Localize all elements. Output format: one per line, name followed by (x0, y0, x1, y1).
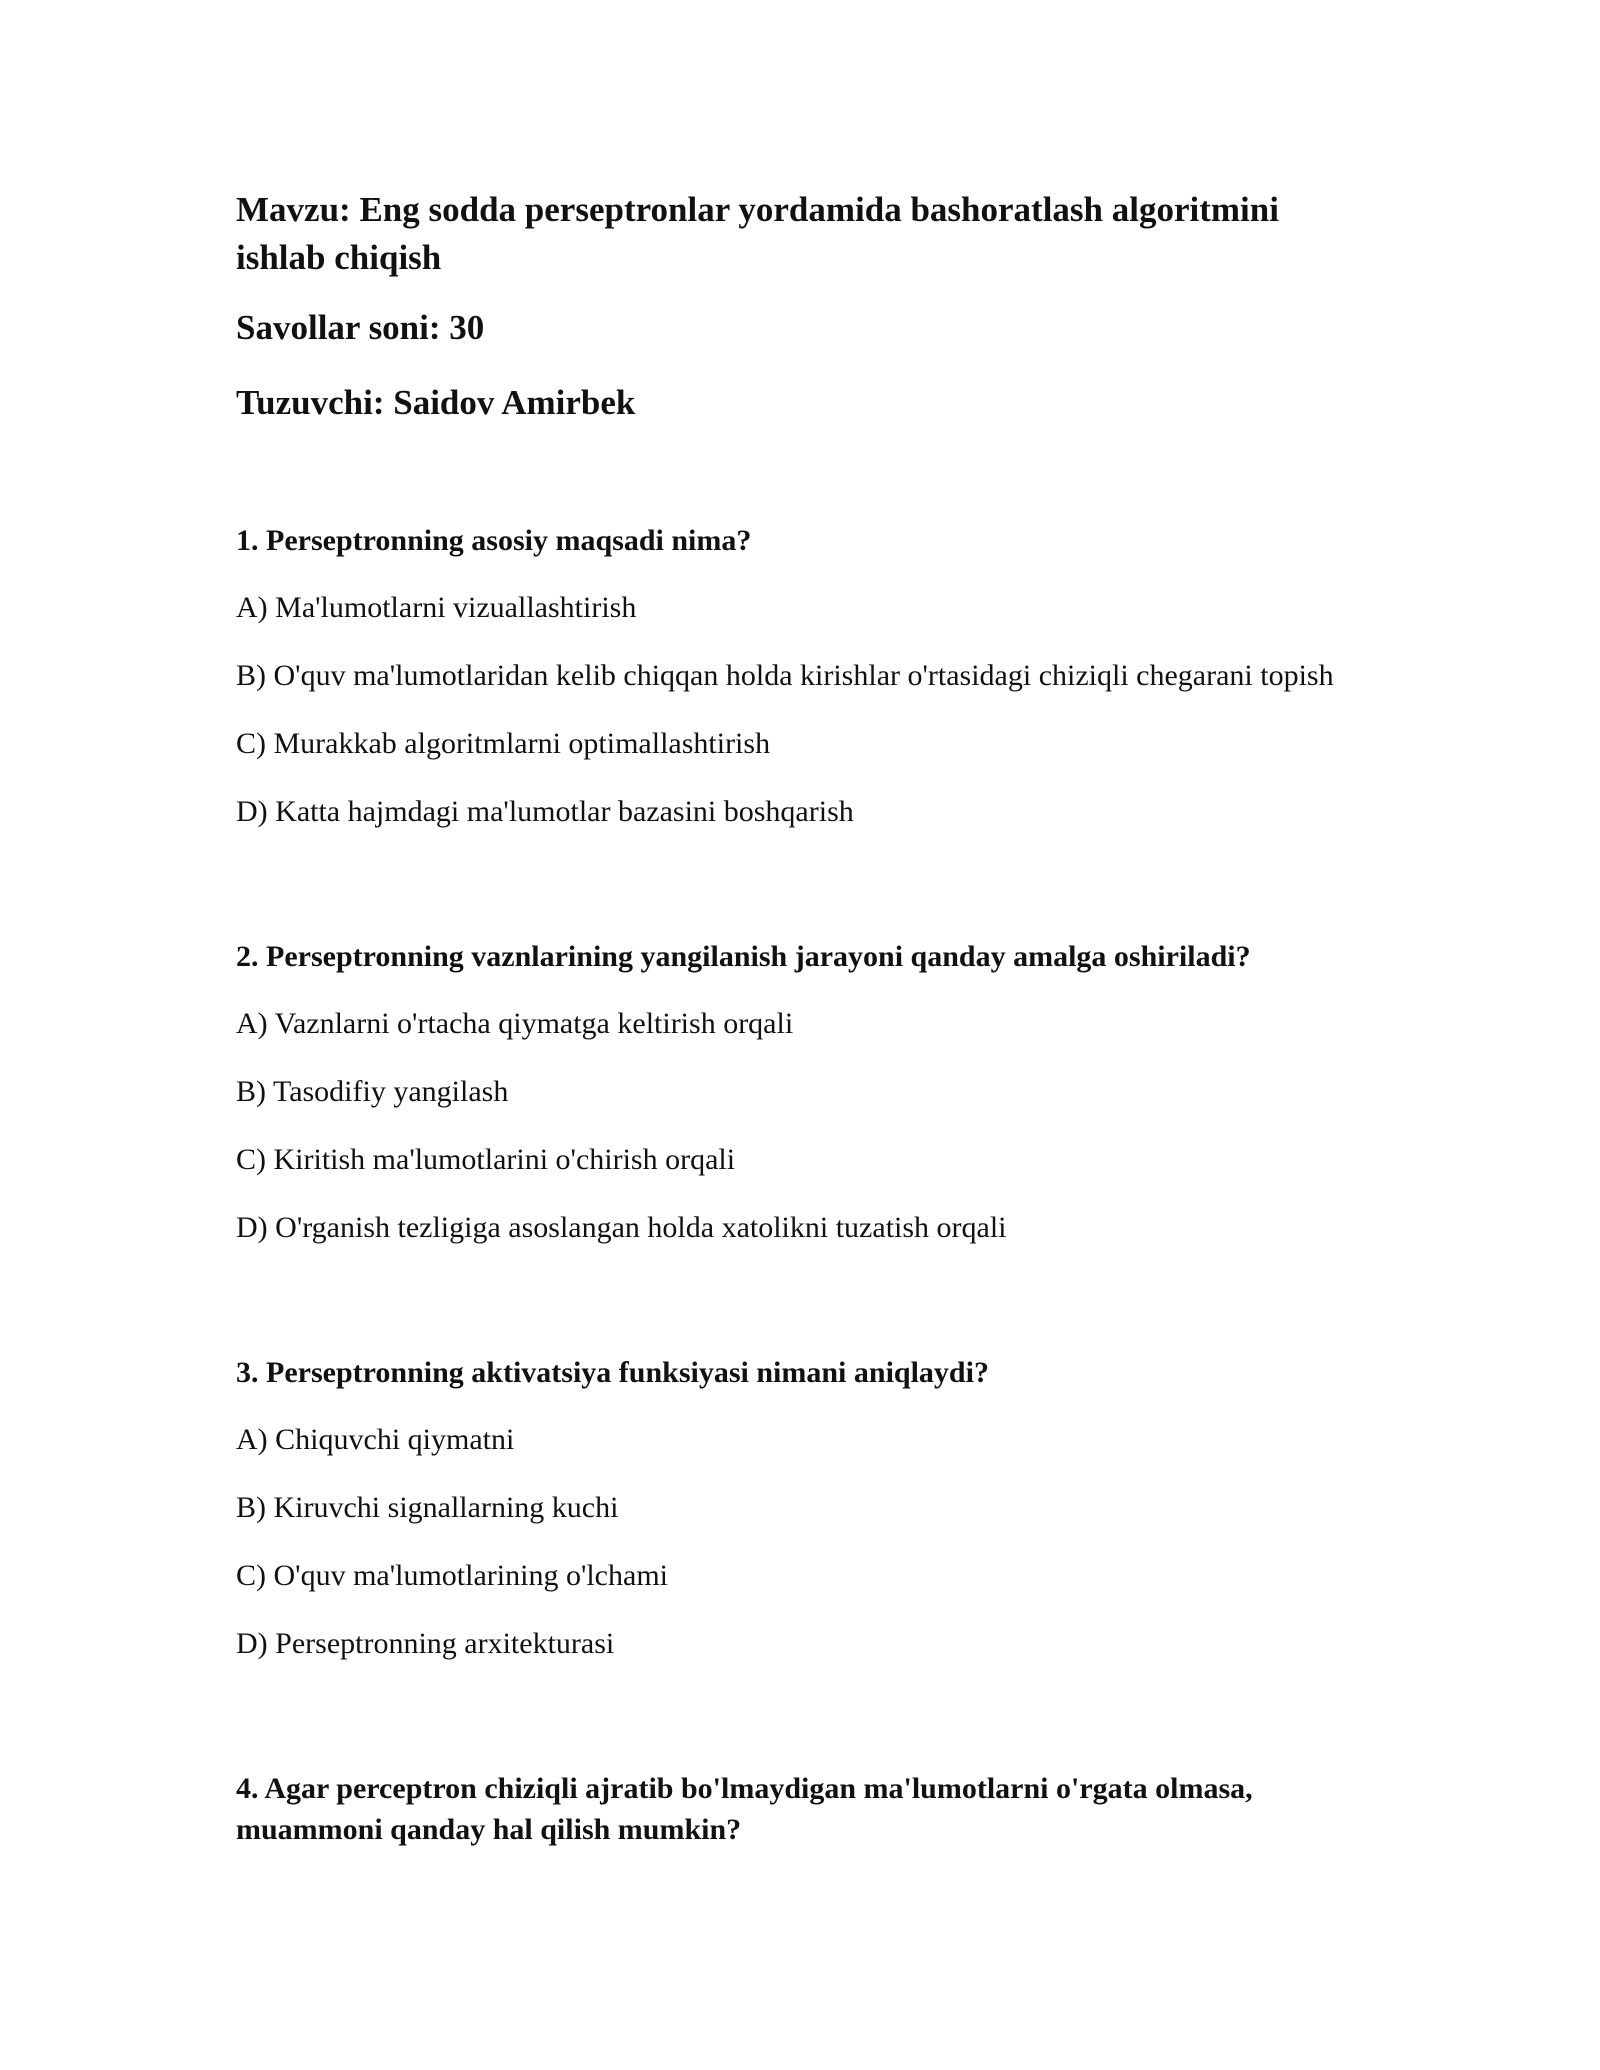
question-text: 1. Perseptronning asosiy maqsadi nima? (236, 524, 752, 557)
answer-option: C) Murakkab algoritmlarni optimallashtirish (236, 727, 771, 760)
answer-option: B) Tasodifiy yangilash (236, 1075, 509, 1108)
spacer (236, 859, 1376, 936)
answer-option: D) O'rganish tezligiga asoslangan holda xatolikni tuzatish orqali (236, 1211, 1007, 1244)
question-block (236, 520, 1376, 832)
answer-option: D) Katta hajmdagi ma'lumotlar bazasini boshqarish (236, 795, 854, 828)
answer-option: A) Ma'lumotlarni vizuallashtirish (236, 591, 637, 624)
question-block (236, 936, 1376, 1248)
author-line: Tuzuvchi: Saidov Amirbek (236, 383, 636, 422)
answer-option: B) O'quv ma'lumotlaridan kelib chiqqan holda kirishlar o'rtasidagi chiziqli chegarani topish (236, 659, 1334, 692)
answer-option: A) Vaznlarni o'rtacha qiymatga keltirish orqali (236, 1007, 794, 1040)
question-text: 2. Perseptronning vaznlarining yangilanish jarayoni qanday amalga oshiriladi? (236, 940, 1251, 973)
question-text: 4. Agar perceptron chiziqli ajratib bo'lmaydigan ma'lumotlarni o'rgata olmasa, muammoni qanday hal qilish mumkin? (236, 1772, 1253, 1846)
document-page (236, 186, 1376, 1876)
question-text: 3. Perseptronning aktivatsiya funksiyasi nimani aniqlaydi? (236, 1356, 989, 1389)
question-count: Savollar soni: 30 (236, 308, 485, 347)
answer-option: A) Chiquvchi qiymatni (236, 1423, 515, 1456)
question-block (236, 1768, 1376, 1850)
spacer (236, 427, 1376, 520)
answer-option: C) O'quv ma'lumotlarining o'lchami (236, 1559, 668, 1592)
spacer (236, 1691, 1376, 1768)
answer-option: D) Perseptronning arxitekturasi (236, 1627, 615, 1660)
document-title: Mavzu: Eng sodda perseptronlar yordamida bashoratlash algoritmini ishlab chiqish (236, 190, 1279, 277)
spacer (236, 1275, 1376, 1352)
answer-option: B) Kiruvchi signallarning kuchi (236, 1491, 619, 1524)
question-block (236, 1352, 1376, 1664)
answer-option: C) Kiritish ma'lumotlarini o'chirish orqali (236, 1143, 736, 1176)
